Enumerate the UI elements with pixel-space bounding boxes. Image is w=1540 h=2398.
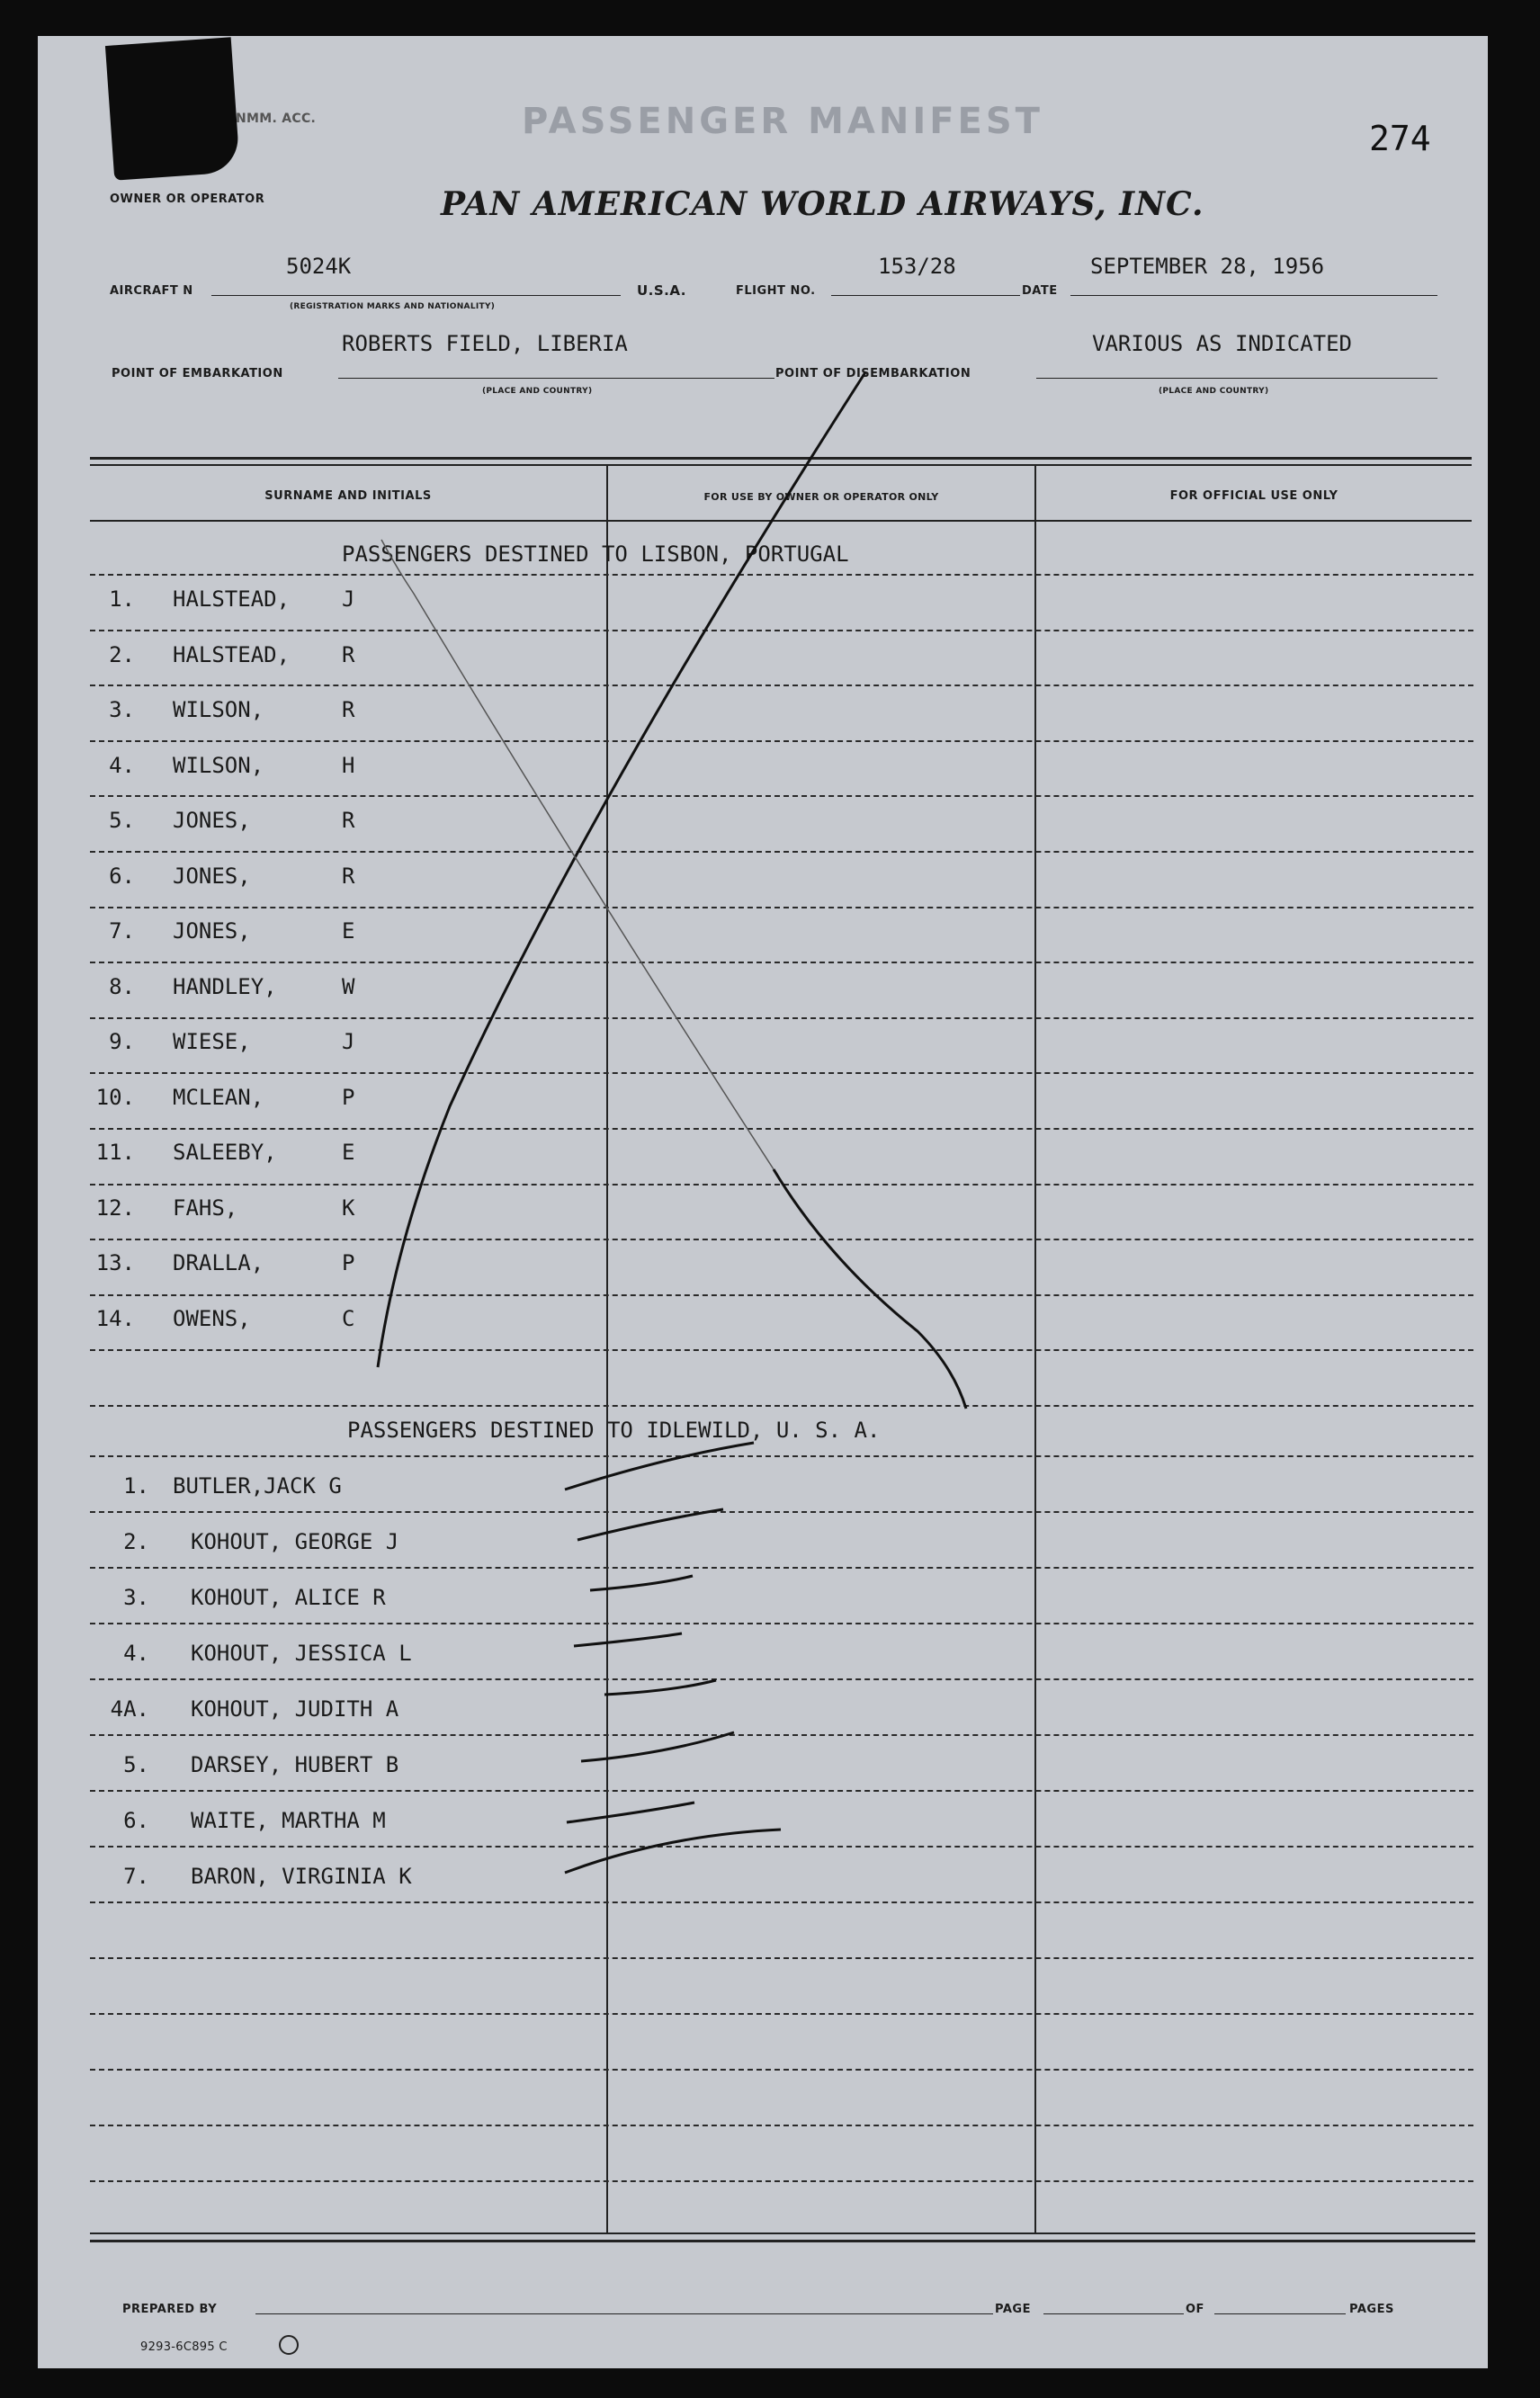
passenger-surname: JONES, bbox=[173, 918, 251, 944]
passenger-surname: JONES, bbox=[173, 863, 251, 889]
row-number: 1. bbox=[123, 1473, 149, 1499]
of-label: OF bbox=[1186, 2303, 1204, 2316]
page-number: 274 bbox=[1369, 119, 1431, 158]
disembarkation-caption: (PLACE AND COUNTRY) bbox=[1159, 387, 1269, 396]
row-number: 9. bbox=[109, 1029, 135, 1054]
passenger-name: DARSEY, HUBERT B bbox=[191, 1752, 399, 1777]
prepared-by-label: PREPARED BY bbox=[122, 2303, 218, 2316]
row-number: 4. bbox=[109, 753, 135, 778]
passenger-surname: SALEEBY, bbox=[173, 1140, 277, 1165]
passenger-surname: WILSON, bbox=[173, 697, 264, 722]
nationality: U.S.A. bbox=[637, 282, 686, 299]
pages-label: PAGES bbox=[1349, 2303, 1394, 2316]
passenger-initial: R bbox=[342, 863, 355, 889]
row-number: 5. bbox=[123, 1752, 149, 1777]
row-number: 4A. bbox=[110, 1696, 149, 1722]
row-number: 2. bbox=[109, 642, 135, 667]
registration-caption: (REGISTRATION MARKS AND NATIONALITY) bbox=[290, 302, 496, 311]
disembarkation-label: POINT OF DISEMBARKATION bbox=[775, 367, 971, 380]
tick-mark bbox=[581, 1732, 734, 1761]
passenger-initial: R bbox=[342, 697, 355, 722]
passenger-initial: P bbox=[342, 1250, 355, 1275]
passenger-surname: HANDLEY, bbox=[173, 974, 277, 999]
passenger-surname: DRALLA, bbox=[173, 1250, 264, 1275]
passenger-name: KOHOUT, GEORGE J bbox=[191, 1529, 399, 1554]
passenger-surname: OWENS, bbox=[173, 1306, 251, 1331]
row-number: 6. bbox=[109, 863, 135, 889]
page-label: PAGE bbox=[995, 2303, 1031, 2316]
tick-mark bbox=[590, 1576, 693, 1590]
cancellation-stroke bbox=[378, 372, 865, 1367]
passenger-surname: HALSTEAD, bbox=[173, 586, 291, 612]
passenger-initial: R bbox=[342, 808, 355, 833]
row-number: 3. bbox=[123, 1585, 149, 1610]
passenger-name: KOHOUT, ALICE R bbox=[191, 1585, 386, 1610]
row-number: 4. bbox=[123, 1641, 149, 1666]
passenger-name: BARON, VIRGINIA K bbox=[191, 1864, 412, 1889]
passenger-name: KOHOUT, JESSICA L bbox=[191, 1641, 412, 1666]
tick-mark bbox=[567, 1803, 694, 1822]
passenger-surname: WILSON, bbox=[173, 753, 264, 778]
flight-number: 153/28 bbox=[878, 254, 956, 279]
column-header-surname: SURNAME AND INITIALS bbox=[264, 489, 432, 503]
row-number: 8. bbox=[109, 974, 135, 999]
passenger-initial: J bbox=[342, 586, 355, 612]
row-number: 7. bbox=[109, 918, 135, 944]
row-number: 12. bbox=[95, 1195, 135, 1221]
passenger-initial: R bbox=[342, 642, 355, 667]
passenger-surname: MCLEAN, bbox=[173, 1085, 264, 1110]
aircraft-number: 5024K bbox=[286, 254, 352, 279]
column-header-owner-use: FOR USE BY OWNER OR OPERATOR ONLY bbox=[703, 491, 939, 503]
passenger-initial: C bbox=[342, 1306, 355, 1331]
row-number: 1. bbox=[109, 586, 135, 612]
row-number: 14. bbox=[95, 1306, 135, 1331]
embarkation-value: ROBERTS FIELD, LIBERIA bbox=[342, 331, 628, 356]
form-number: 9293-6C895 C bbox=[140, 2340, 228, 2354]
row-number: 3. bbox=[109, 697, 135, 722]
passenger-initial: E bbox=[342, 1140, 355, 1165]
column-header-official-use: FOR OFFICIAL USE ONLY bbox=[1169, 489, 1339, 503]
passenger-name: BUTLER,JACK G bbox=[173, 1473, 342, 1499]
passenger-surname: HALSTEAD, bbox=[173, 642, 291, 667]
owner-value: PAN AMERICAN WORLD AIRWAYS, INC. bbox=[441, 185, 1204, 223]
passenger-initial: H bbox=[342, 753, 355, 778]
embarkation-caption: (PLACE AND COUNTRY) bbox=[482, 387, 593, 396]
torn-label: NMM. ACC. bbox=[236, 112, 317, 126]
passenger-name: WAITE, MARTHA M bbox=[191, 1808, 386, 1833]
tick-mark bbox=[604, 1680, 716, 1695]
date-value: SEPTEMBER 28, 1956 bbox=[1090, 254, 1325, 279]
group-heading-lisbon: PASSENGERS DESTINED TO LISBON, PORTUGAL bbox=[342, 541, 849, 567]
row-number: 6. bbox=[123, 1808, 149, 1833]
passenger-initial: E bbox=[342, 918, 355, 944]
aircraft-label: AIRCRAFT N bbox=[110, 284, 193, 298]
row-number: 11. bbox=[95, 1140, 135, 1165]
passenger-initial: J bbox=[342, 1029, 355, 1054]
form-title: PASSENGER MANIFEST bbox=[522, 101, 1043, 142]
cancellation-stroke bbox=[774, 1169, 966, 1409]
tick-mark bbox=[578, 1509, 723, 1540]
passenger-name: KOHOUT, JUDITH A bbox=[191, 1696, 399, 1722]
owner-label: OWNER OR OPERATOR bbox=[110, 192, 265, 206]
group-heading-idlewild: PASSENGERS DESTINED TO IDLEWILD, U. S. A. bbox=[347, 1418, 881, 1443]
passenger-surname: JONES, bbox=[173, 808, 251, 833]
passenger-surname: FAHS, bbox=[173, 1195, 238, 1221]
flight-label: FLIGHT NO. bbox=[736, 284, 816, 298]
disembarkation-value: VARIOUS AS INDICATED bbox=[1092, 331, 1352, 356]
tick-mark bbox=[565, 1830, 781, 1873]
row-number: 5. bbox=[109, 808, 135, 833]
tick-mark bbox=[574, 1633, 682, 1646]
passenger-surname: WIESE, bbox=[173, 1029, 251, 1054]
date-label: DATE bbox=[1022, 284, 1058, 298]
tick-mark bbox=[565, 1443, 754, 1490]
row-number: 10. bbox=[95, 1085, 135, 1110]
passenger-initial: W bbox=[342, 974, 355, 999]
row-number: 13. bbox=[95, 1250, 135, 1275]
passenger-initial: K bbox=[342, 1195, 355, 1221]
passenger-initial: P bbox=[342, 1085, 355, 1110]
row-number: 2. bbox=[123, 1529, 149, 1554]
embarkation-label: POINT OF EMBARKATION bbox=[112, 367, 283, 380]
row-number: 7. bbox=[123, 1864, 149, 1889]
